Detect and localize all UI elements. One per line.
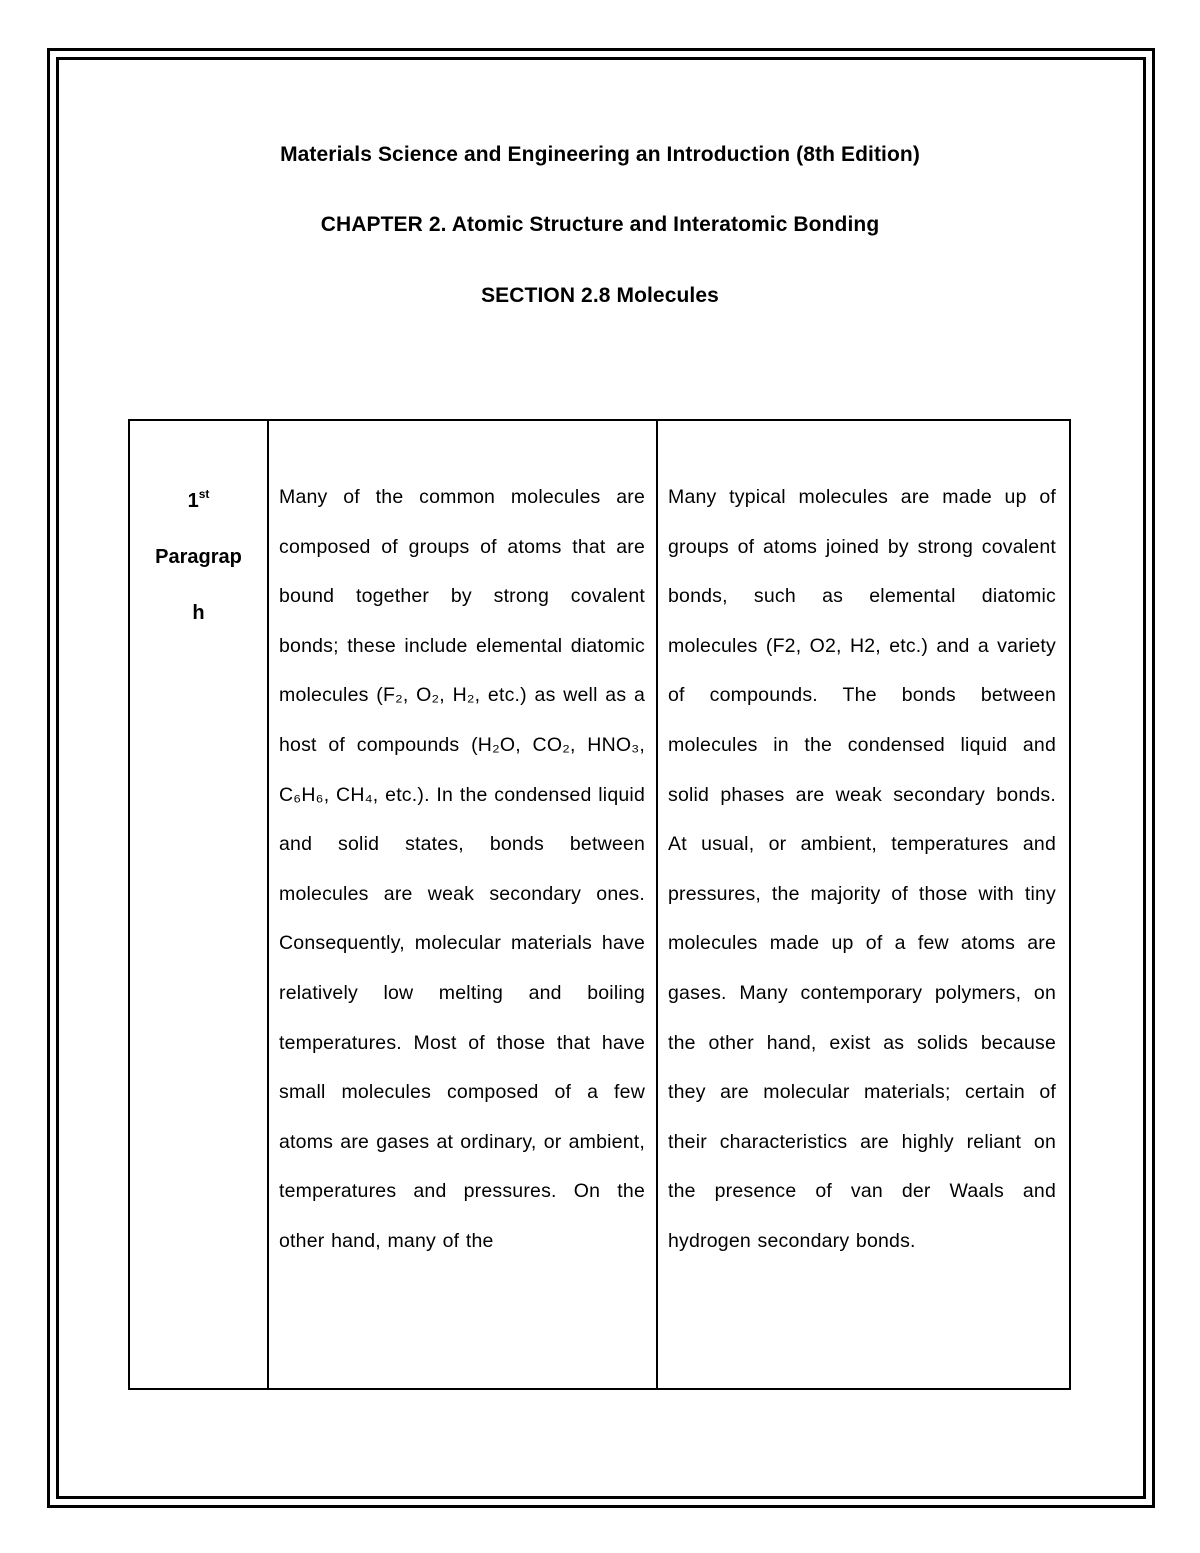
row-label-number: 1 [187,490,199,512]
row-label-cell [130,421,269,1388]
paraphrased-paragraph: Many typical molecules are made up of groups of atoms joined by strong covalent bonds, such as elemental diatomic molecules (F2, O2, H2, etc.) and a variety of compounds. The bonds between molecules in the condensed liquid and solid phases are weak secondary bonds. At usual, or ambient, temperatures and pressures, the majority of those with tiny molecules made up of a few atoms are gases. Many contemporary polymers, on the other hand, exist as solids because they are molecular materials; certain of their characteristics are highly reliant on the presence of van der Waals and hydrogen secondary bonds. [668,486,1056,1252]
document-title: Materials Science and Engineering an Introduction (8th Edition) [280,143,920,166]
original-text-cell [269,421,658,1388]
original-paragraph: Many of the common molecules are composed of groups of atoms that are bound together by strong covalent bonds; these include elemental diatomic molecules (F₂, O₂, H₂, etc.) as well as a host of compounds (H₂O, CO₂, HNO₃, C₆H₆, CH₄, etc.). In the condensed liquid and solid states, bonds between molecules are weak secondary ones. Consequently, molecular materials have relatively low melting and boiling temperatures. Most of those that have small molecules composed of a few atoms are gases at ordinary, or ambient, temperatures and pressures. On the other hand, many of the [279,486,645,1252]
row-label-suffix: st [198,487,210,501]
paraphrased-text-cell [658,421,1069,1388]
chapter-heading: CHAPTER 2. Atomic Structure and Interatomic Bonding [320,213,880,236]
row-label-word-1: Paragrap [155,546,242,568]
section-heading: SECTION 2.8 Molecules [481,284,719,307]
row-label [130,473,267,641]
row-label-word-2: h [192,602,205,624]
paraphrase-table [128,419,1071,1390]
